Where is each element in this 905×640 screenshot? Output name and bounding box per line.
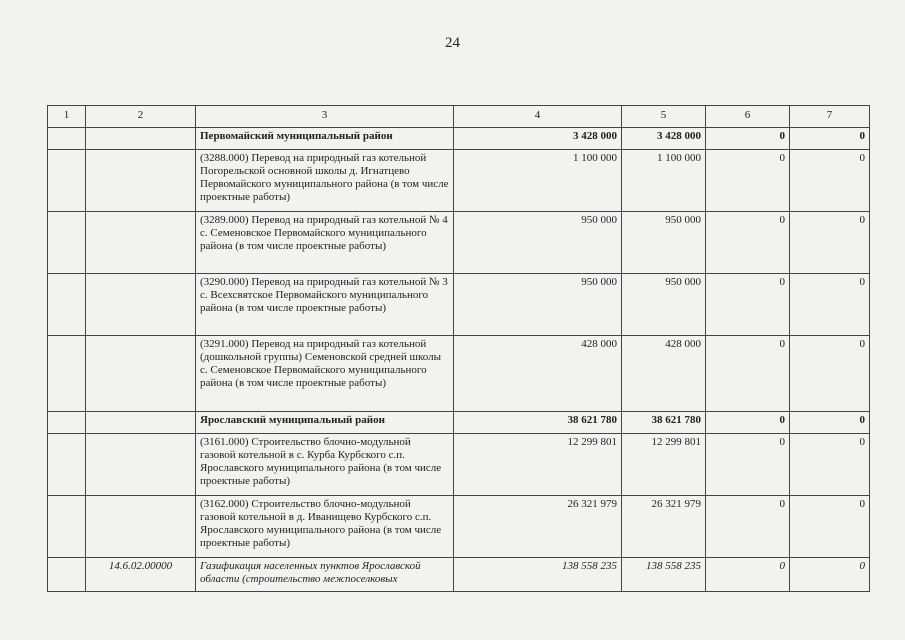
table-row [48, 212, 870, 274]
amount-cell: 428 000 [622, 336, 706, 412]
amount-cell: 950 000 [622, 274, 706, 336]
description-cell: (3290.000) Перевод на природный газ котельной № 3 с. Всехсвятское Первомайского муниципального района (в том числе проектные работы) [196, 274, 454, 336]
description-cell: (3289.000) Перевод на природный газ котельной № 4 с. Семеновское Первомайского муниципального района (в том числе проектные работы) [196, 212, 454, 274]
header-cell: 3 [196, 106, 454, 128]
table-row [48, 128, 870, 150]
code-cell [86, 434, 196, 496]
row-number-cell [48, 558, 86, 592]
amount-cell: 0 [790, 558, 870, 592]
amount-cell: 950 000 [622, 212, 706, 274]
row-number-cell [48, 150, 86, 212]
amount-cell: 0 [706, 434, 790, 496]
code-cell [86, 274, 196, 336]
header-cell: 7 [790, 106, 870, 128]
amount-cell: 138 558 235 [454, 558, 622, 592]
row-number-cell [48, 274, 86, 336]
row-number-cell [48, 412, 86, 434]
table-row [48, 412, 870, 434]
table-row [48, 336, 870, 412]
description-cell: (3288.000) Перевод на природный газ котельной Погорельской основной школы д. Игнатцево Первомайского муниципального района (в том числе проектные работы) [196, 150, 454, 212]
amount-cell: 0 [790, 128, 870, 150]
description-cell: (3161.000) Строительство блочно-модульной газовой котельной в с. Курба Курбского с.п. Ярославского муниципального района (в том числе проектные работы) [196, 434, 454, 496]
header-cell: 2 [86, 106, 196, 128]
amount-cell: 1 100 000 [454, 150, 622, 212]
amount-cell: 26 321 979 [454, 496, 622, 558]
amount-cell: 0 [706, 558, 790, 592]
code-cell [86, 336, 196, 412]
code-cell [86, 128, 196, 150]
amount-cell: 38 621 780 [454, 412, 622, 434]
budget-table [47, 105, 870, 592]
row-number-cell [48, 496, 86, 558]
description-cell: Ярославский муниципальный район [196, 412, 454, 434]
amount-cell: 0 [706, 128, 790, 150]
header-cell: 4 [454, 106, 622, 128]
table-row [48, 558, 870, 592]
amount-cell: 3 428 000 [454, 128, 622, 150]
table-row [48, 434, 870, 496]
amount-cell: 0 [706, 336, 790, 412]
description-cell: Газификация населенных пунктов Ярославской области (строительство межпоселковых [196, 558, 454, 592]
amount-cell: 3 428 000 [622, 128, 706, 150]
code-cell [86, 496, 196, 558]
amount-cell: 0 [790, 336, 870, 412]
amount-cell: 0 [790, 150, 870, 212]
code-cell [86, 212, 196, 274]
amount-cell: 0 [706, 274, 790, 336]
description-cell: (3162.000) Строительство блочно-модульной газовой котельной в д. Иванищево Курбского с.п. Ярославского муниципального района (в том числе проектные работы) [196, 496, 454, 558]
description-cell: Первомайский муниципальный район [196, 128, 454, 150]
amount-cell: 0 [790, 496, 870, 558]
table-row [48, 496, 870, 558]
header-cell: 6 [706, 106, 790, 128]
amount-cell: 38 621 780 [622, 412, 706, 434]
row-number-cell [48, 434, 86, 496]
amount-cell: 0 [790, 274, 870, 336]
amount-cell: 26 321 979 [622, 496, 706, 558]
table-row [48, 274, 870, 336]
amount-cell: 0 [706, 496, 790, 558]
amount-cell: 0 [790, 412, 870, 434]
amount-cell: 12 299 801 [622, 434, 706, 496]
amount-cell: 428 000 [454, 336, 622, 412]
amount-cell: 0 [706, 150, 790, 212]
table-header-row [48, 106, 870, 128]
amount-cell: 0 [790, 434, 870, 496]
code-cell [86, 150, 196, 212]
amount-cell: 950 000 [454, 212, 622, 274]
description-cell: (3291.000) Перевод на природный газ котельной (дошкольной группы) Семеновской средней школы с. Семеновское Первомайского муниципального района (в том числе проектные работы) [196, 336, 454, 412]
row-number-cell [48, 212, 86, 274]
code-cell [86, 412, 196, 434]
code-cell: 14.6.02.00000 [86, 558, 196, 592]
amount-cell: 0 [790, 212, 870, 274]
amount-cell: 138 558 235 [622, 558, 706, 592]
amount-cell: 950 000 [454, 274, 622, 336]
table-row [48, 150, 870, 212]
row-number-cell [48, 336, 86, 412]
amount-cell: 0 [706, 412, 790, 434]
header-cell: 1 [48, 106, 86, 128]
amount-cell: 1 100 000 [622, 150, 706, 212]
row-number-cell [48, 128, 86, 150]
header-cell: 5 [622, 106, 706, 128]
amount-cell: 12 299 801 [454, 434, 622, 496]
page-number: 24 [445, 35, 460, 51]
amount-cell: 0 [706, 212, 790, 274]
